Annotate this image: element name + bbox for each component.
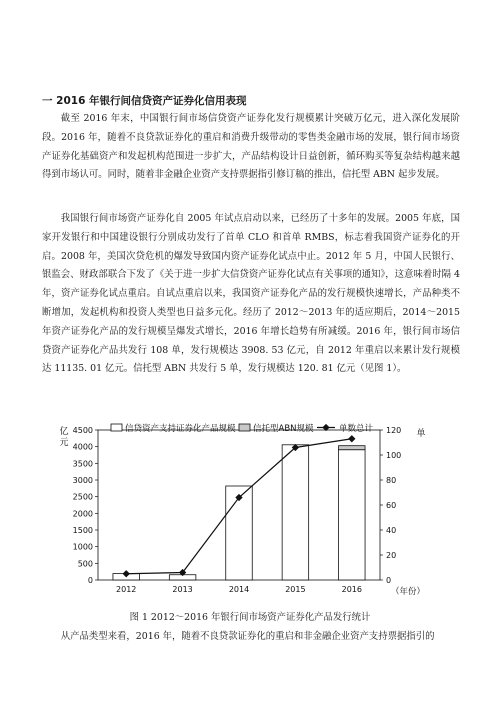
- y-left-tick-label: 2500: [72, 492, 93, 502]
- x-tick-label: 2016: [341, 585, 362, 594]
- x-axis-label: （年份）: [391, 587, 426, 597]
- legend-label-deal-count: 单数总计: [339, 424, 374, 434]
- y-right-tick-label: 0: [386, 576, 392, 585]
- paragraph-history: 我国银行间市场资产证券化自 2005 年试点启动以来，已经历了十多年的发展。2005 年底，国家开发银行和中国建设银行分别成功发行了首单 CLO 和首单 RMBS，标志着我国资产证券化的开启。2008 年，美国次贷危机的爆发导致国内资产证券化试点中止。2012 年 5 月，中国人民银行、银监会、财政部联合下发了《关于进一步扩大信贷资产证券化试点有关事项的通知》，这意味着时隔 4 年，资产证券化试点重启。自试点重启以来，我国资产证券化产品的发行规模快速增长，产品种类不断增加，发起机构和投资人类型也日益多元化。经历了 2012～2013 年的适应期后，2014～2015 年资产证券化产品的发行规模呈爆发式增长，2016 年增长趋势有所减缓。2016 年，银行间市场信贷资产证券化产品共发行 108 单，发行规模达 3908. 53 亿元，自 2012 年重启以来累计发行规模达 11135. 01 亿元。信托型 ABN 共发行 5 单，发行规模达 120. 81 亿元（见图 1）。: [42, 213, 460, 375]
- legend-swatch-trust-abn: [239, 424, 250, 431]
- issuance-chart: [55, 418, 435, 606]
- legend-label-credit-abs: 信贷资产支持证券化产品规模: [125, 424, 236, 434]
- y-axis-right-label: 单: [416, 429, 426, 439]
- y-right-tick-label: 20: [386, 551, 397, 560]
- y-left-tick-label: 500: [77, 559, 93, 569]
- y-left-tick-label: 4000: [72, 442, 93, 452]
- y-right-tick-label: 120: [386, 426, 402, 435]
- figure-caption: 图 1 2012～2016 年银行间市场资产证券化产品发行统计: [129, 612, 371, 623]
- y-axis-left-label: 亿元: [59, 427, 69, 448]
- bar-trust-abn: [339, 446, 366, 450]
- y-left-tick-label: 1500: [72, 526, 93, 535]
- bar-credit-abs: [282, 445, 309, 580]
- section-heading: 一 2016 年银行间信贷资产证券化信用表现: [42, 95, 247, 107]
- y-right-tick-label: 40: [386, 526, 397, 535]
- y-right-tick-label: 100: [386, 451, 402, 460]
- line-marker-deal-count: [348, 435, 355, 442]
- bar-credit-abs: [339, 450, 366, 580]
- y-right-tick-label: 60: [386, 501, 397, 510]
- y-left-tick-label: 1000: [72, 542, 93, 552]
- y-left-tick-label: 3000: [72, 476, 93, 485]
- x-tick-label: 2014: [228, 585, 250, 594]
- legend-swatch-credit-abs: [111, 424, 122, 431]
- x-tick-label: 2013: [172, 585, 193, 594]
- paragraph-summary: 截至 2016 年末，中国银行间市场信贷资产证券化发行规模累计突破万亿元，进入深化发展阶段。2016 年，随着不良贷款证券化的重启和消费升级带动的零售类金融市场的发展，银行间市场资产证券化基础资产和发起机构范围进一步扩大，产品结构设计日益创新，循环购买等复杂结构越来越得到市场认可。同时，随着非金融企业资产支持票据指引修订稿的推出，信托型 ABN 起步发展。: [42, 113, 460, 181]
- y-right-tick-label: 80: [386, 476, 397, 485]
- legend-label-trust-abn: 信托型ABN规模: [253, 424, 314, 434]
- x-tick-label: 2015: [285, 585, 306, 594]
- x-tick-label: 2012: [116, 585, 137, 594]
- y-left-tick-label: 4500: [72, 426, 93, 435]
- y-left-tick-label: 0: [87, 576, 93, 585]
- y-left-tick-label: 2000: [72, 509, 93, 519]
- y-left-tick-label: 3500: [72, 459, 93, 469]
- paragraph-product-types: 从产品类型来看，2016 年，随着不良贷款证券化的重启和非金融企业资产支持票据指引的: [60, 631, 435, 642]
